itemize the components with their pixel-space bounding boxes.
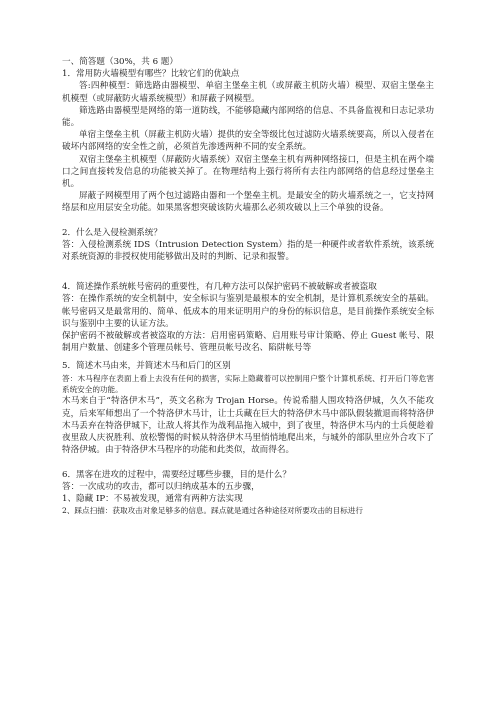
answer-6-paragraph: 答：一次成功的攻击，都可以归纳成基本的五步骤， xyxy=(62,481,260,492)
answer-6-paragraph: 2、踩点扫描：获取攻击对象足够多的信息。踩点就是通过各种途径对所要攻击的目标进行 xyxy=(62,506,363,516)
answer-5-paragraph: 木马来自于“特洛伊木马”，英文名称为 Trojan Horse。传说希腊人围攻特洛伊城，久久不能攻克，后来军师想出了一个特洛伊木马计，让士兵藏在巨大的特洛伊木马中部队假装撤退而将特洛伊木马丢弃在特洛伊城下，让敌人将其作为战利品拖入城中，到了夜里，特洛伊木马内的士兵便趁着夜里敌人庆祝胜利、放松警惕的时候从特洛伊木马里悄悄地爬出来，与城外的部队里应外合攻下了特洛伊城。由于特洛伊木马程序的功能和此类似，故而得名。 xyxy=(62,396,434,456)
answer-1-intro: 答:四种模型：筛选路由器模型、单宿主堡垒主机（或屏蔽主机防火墙）模型、双宿主堡垒主机模型（或屏蔽防火墙系统模型）和屏蔽子网模型。 xyxy=(62,81,434,104)
answer-1-paragraph: 单宿主堡垒主机（屏蔽主机防火墙）提供的安全等级比包过滤防火墙系统要高，所以入侵者在破坏内部网络的安全性之前，必须首先渗透两种不同的安全系统。 xyxy=(62,130,434,153)
spacer xyxy=(62,263,434,275)
answer-6-paragraph: 1、隐藏 IP：不易被发现，通常有两种方法实现 xyxy=(62,493,243,504)
section-title: 一、简答题（30%，共 6 题） xyxy=(62,57,178,67)
question-1: 1．常用防火墙模型有哪些？比较它们的优缺点 xyxy=(62,69,240,80)
answer-4-paragraph: 保护密码不被破解或者被盗取的方法：启用密码策略、启用账号审计策略、停止 Guest 帐号、限制用户数量、创建多个管理员帐号、管理员帐号改名、陷阱帐号等 xyxy=(62,331,434,354)
question-5: 5．简述木马由来，并简述木马和后门的区别 xyxy=(62,361,231,372)
question-4: 4．简述操作系统帐号密码的重要性，有几种方法可以保护密码不被破解或者被盗取 xyxy=(62,282,377,293)
question-6: 6．黑客在进攻的过程中，需要经过哪些步骤，目的是什么？ xyxy=(62,469,291,480)
spacer xyxy=(62,457,434,469)
answer-4-paragraph: 答：在操作系统的安全机制中，安全标识与鉴别是最根本的安全机制，是计算机系统安全的基础。帐号密码又是最常用的、简单、低成本的用来证明用户的身份的标识信息，是目前操作系统安全标识与鉴别中主要的认证方法。 xyxy=(62,294,434,329)
answer-2: 答：入侵检测系统 IDS（Intrusion Detection System）指的是一种硬件或者软件系统，该系统对系统资源的非授权使用能够做出及时的判断、记录和报警。 xyxy=(62,239,434,263)
spacer xyxy=(62,215,434,227)
answer-1-paragraph: 双宿主堡垒主机模型（屏蔽防火墙系统）双宿主堡垒主机有两种网络接口，但是主机在两个端口之间直接转发信息的功能被关掉了。在物理结构上强行将所有去往内部网络的信息经过堡垒主机。 xyxy=(62,154,434,190)
question-2: 2．什么是入侵检测系统？ xyxy=(62,227,162,238)
answer-5-paragraph: 答：木马程序在表面上看上去没有任何的损害，实际上隐藏着可以控制用户整个计算机系统、打开后门等危害系统安全的功能。 xyxy=(62,373,434,395)
answer-1-paragraph: 屏蔽子网模型用了两个包过滤路由器和一个堡垒主机。是最安全的防火墙系统之一，它支持网络层和应用层安全功能。如果黑客想突破该防火墙那么必须攻破以上三个单独的设备。 xyxy=(62,191,434,214)
answer-1-paragraph: 筛选路由器模型是网络的第一道防线，不能够隐藏内部网络的信息、不具备监视和日志记录功能。 xyxy=(62,105,434,129)
